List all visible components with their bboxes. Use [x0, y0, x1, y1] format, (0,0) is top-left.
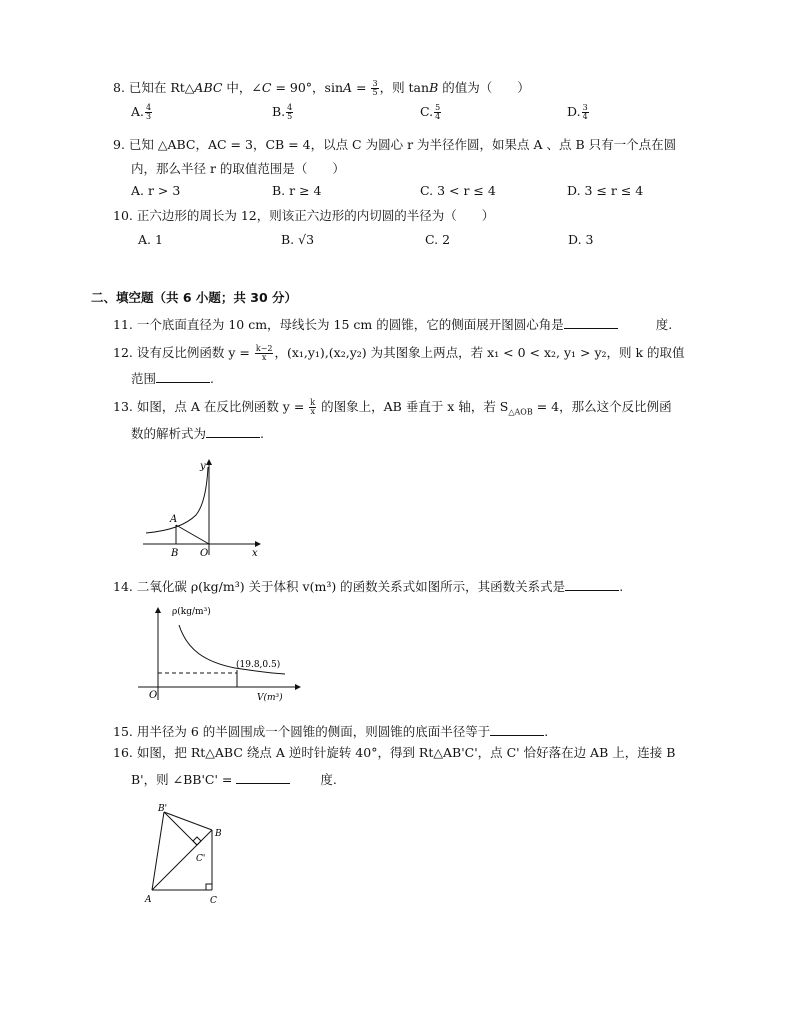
q13-line2: 数的解析式为 . — [131, 426, 264, 441]
q11-answer-blank[interactable] — [564, 316, 618, 329]
q8-option-a[interactable]: A. $\frac{4}{3}$ — [131, 103, 152, 121]
q9-line2: 内，那么半径 r 的取值范围是（ ） — [131, 161, 345, 176]
point-a-label: A — [145, 895, 152, 905]
q14-answer-blank[interactable] — [565, 578, 619, 591]
right-angle-c1 — [193, 837, 201, 845]
q10-option-a[interactable]: A. 1 — [138, 232, 163, 247]
segment-bb1 — [164, 812, 212, 830]
point-b1-label: B' — [158, 804, 168, 814]
q13-stem: 13. 如图，点 A 在反比例函数 y = $\frac{k}{x}$ 的图象上，AB 垂直于 x 轴，若 $S_{\triangle AOB} = 4$，那么这个反比例函 — [113, 398, 672, 417]
point-b-label: B — [171, 548, 179, 559]
point-b-label: B — [215, 829, 222, 839]
q11-stem: 11. 一个底面直径为 10 cm，母线长为 15 cm 的圆锥，它的侧面展开图圆心角是 度. — [113, 317, 673, 332]
q15-stem: 15. 用半径为 6 的半圆围成一个圆锥的侧面，则圆锥的底面半径等于 . — [113, 724, 549, 739]
q8-option-b[interactable]: B. $\frac{4}{5}$ — [272, 103, 293, 121]
origin-label: O — [149, 690, 158, 701]
q12-line2: 范围 . — [131, 371, 214, 386]
right-angle-c — [206, 884, 212, 890]
q16-figure — [140, 800, 235, 908]
q8-fraction: $\frac{3}{5}$ — [372, 79, 378, 97]
x-label: x — [252, 548, 258, 559]
q14-figure — [135, 600, 305, 710]
q12-answer-blank[interactable] — [156, 370, 210, 383]
origin-label: O — [200, 548, 209, 559]
y-axis-label: ρ(kg/m³) — [172, 607, 211, 617]
q14-stem: 14. 二氧化碳 ρ(kg/m³) 关于体积 v(m³) 的函数关系式如图所示，其函数关系式是 . — [113, 579, 624, 594]
q8-option-c[interactable]: C. $\frac{5}{4}$ — [420, 103, 441, 121]
q16-line1: 16. 如图，把 Rt△ABC 绕点 A 逆时针旋转 40°，得到 Rt△AB'C'，点 C' 恰好落在边 AB 上，连接 B — [113, 745, 676, 760]
q10-option-d[interactable]: D. 3 — [568, 232, 594, 247]
q16-line2: B'，则 ∠BB'C' = 度. — [131, 772, 337, 787]
side-b1c1 — [164, 812, 197, 845]
x-axis-label: V(m³) — [257, 693, 283, 703]
point-c-label: C — [210, 896, 217, 906]
q16-answer-blank[interactable] — [236, 771, 290, 784]
q8-option-d[interactable]: D. $\frac{3}{4}$ — [567, 103, 588, 121]
q10-option-b[interactable]: B. √3 — [281, 232, 315, 247]
y-label: y — [200, 461, 206, 472]
q10-option-c[interactable]: C. 2 — [425, 232, 451, 247]
q8-stem: 8. 已知在 Rt△ABC 中，∠C = 90°，sinA = $\frac{3}{5}$ ，则 tanB 的值为（ ） — [113, 79, 530, 97]
q15-answer-blank[interactable] — [490, 723, 544, 736]
q9-option-d[interactable]: D. 3 ≤ r ≤ 4 — [567, 183, 644, 198]
q9-option-c[interactable]: C. 3 < r ≤ 4 — [420, 183, 496, 198]
side-ab1 — [152, 812, 164, 890]
point-label: (19.8,0.5) — [236, 660, 281, 670]
q13-figure — [138, 455, 268, 560]
point-c1-label: C' — [196, 854, 206, 864]
q9-option-b[interactable]: B. r ≥ 4 — [272, 183, 322, 198]
q12-fraction: $\frac{k-2}{x}$ — [255, 344, 273, 362]
segment-ao — [176, 525, 209, 544]
q9-line1: 9. 已知 △ABC，AC = 3，CB = 4，以点 C 为圆心 r 为半径作圆，如果点 A 、点 B 只有一个点在圆 — [113, 137, 677, 152]
q12-stem: 12. 设有反比例函数 y = $\frac{k-2}{x}$ ，(x₁,y₁),(x₂,y₂) 为其图象上两点，若 x₁ < 0 < x₂, y₁ > y₂，则 k 的取值 — [113, 344, 685, 362]
q9-option-a[interactable]: A. r > 3 — [131, 183, 181, 198]
section-title: 二、填空题（共 6 小题；共 30 分） — [91, 290, 298, 305]
point-a-label: A — [170, 514, 178, 525]
q13-fraction: $\frac{k}{x}$ — [310, 398, 316, 416]
q10-stem: 10. 正六边形的周长为 12，则该正六边形的内切圆的半径为（ ） — [113, 208, 495, 223]
q13-answer-blank[interactable] — [206, 425, 260, 438]
